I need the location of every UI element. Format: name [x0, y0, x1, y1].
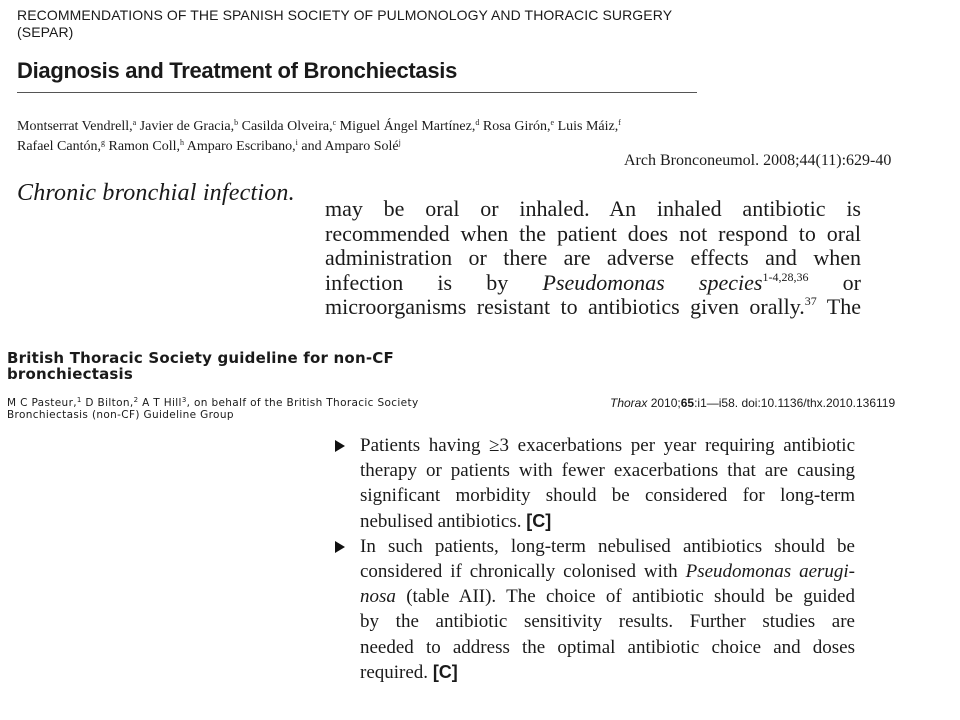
author-name: Casilda Olveira, — [238, 119, 333, 134]
author-name: Javier de Gracia, — [136, 119, 235, 134]
author-name: Miguel Ángel Martínez, — [336, 119, 476, 134]
recommendation-line: needed to address the optimal antibiotic choice and doses — [360, 636, 855, 658]
recommendation-item — [335, 433, 855, 534]
excerpt-line: may be oral or inhaled. An inhaled antibiotic is — [325, 196, 861, 221]
author-name: M C Pasteur, — [7, 397, 77, 409]
bts-author-line1 — [7, 397, 497, 409]
separ-excerpt-paragraph — [325, 197, 861, 320]
recommendation-text: nebulised antibiotics. — [360, 510, 527, 532]
bts-title-line1: British Thoracic Society guideline for non-CF — [7, 349, 394, 367]
excerpt-text: The — [816, 294, 862, 319]
organism-name: nosa — [360, 586, 396, 608]
bullet-triangle-icon — [335, 440, 345, 452]
recommendation-line — [360, 584, 855, 609]
recommendation-line — [360, 660, 855, 685]
excerpt-text: microorganisms resistant to antibiotics given orally. — [325, 294, 805, 319]
bts-title-line2: bronchiectasis — [7, 365, 133, 383]
author-name: Luis Máiz, — [554, 119, 619, 134]
separ-series-header — [17, 7, 717, 41]
separ-author-line2 — [17, 137, 707, 157]
citation-volume: 65 — [680, 396, 695, 410]
bts-recommendations — [335, 433, 855, 685]
recommendation-line: therapy or patients with fewer exacerbations that are causing — [360, 460, 855, 482]
affiliation-superscript: g — [100, 138, 105, 147]
citation-pages-doi: :i1—i58. doi:10.1136/thx.2010.136119 — [694, 396, 896, 410]
author-name: Montserrat Vendrell, — [17, 119, 133, 134]
excerpt-line: administration or there are adverse effects and when — [325, 245, 861, 270]
excerpt-text: infection is by — [325, 269, 543, 295]
author-name: Amparo Escribano, — [184, 139, 296, 154]
author-name: Rafael Cantón, — [17, 139, 101, 154]
excerpt-line — [325, 271, 861, 296]
recommendation-text: required. — [360, 661, 433, 683]
evidence-grade: [C] — [526, 510, 552, 531]
recommendation-text: (table AII). The choice of antibiotic should be guided — [395, 586, 855, 608]
separ-author-line1 — [17, 117, 707, 137]
affiliation-superscript: c — [332, 118, 337, 127]
organism-name: Pseudomonas species — [542, 269, 763, 295]
affiliation-superscript: 3 — [181, 396, 187, 404]
author-group-text: , on behalf of the British Thoracic Society — [186, 397, 419, 409]
affiliation-superscript: b — [234, 118, 239, 127]
affiliation-superscript: i — [295, 138, 298, 147]
recommendation-line — [360, 559, 855, 584]
recommendation-line — [360, 509, 855, 534]
affiliation-superscript: 1 — [76, 396, 82, 404]
separ-series-header-line2: (SEPAR) — [17, 24, 74, 40]
affiliation-superscript: a — [132, 118, 137, 127]
excerpt-line — [325, 295, 861, 320]
separ-author-list — [17, 117, 707, 157]
bts-citation — [610, 396, 895, 410]
bts-guideline-title — [7, 350, 394, 382]
recommendation-item — [335, 534, 855, 685]
recommendation-line: Patients having ≥3 exacerbations per year requiring antibiotic — [360, 435, 855, 456]
affiliation-superscript: e — [550, 118, 555, 127]
recommendation-line: significant morbidity should be considered for long-term — [360, 485, 855, 507]
separ-citation: Arch Bronconeumol. 2008;44(11):629-40 — [624, 152, 892, 169]
recommendation-text: considered if chronically colonised with — [360, 561, 686, 583]
excerpt-line: recommended when the patient does not respond to oral — [325, 220, 861, 246]
citation-year: 2010; — [647, 396, 681, 410]
excerpt-text: or — [808, 269, 861, 295]
section-heading: Chronic bronchial infection. — [17, 180, 295, 206]
bts-author-line2: Bronchiectasis (non-CF) Guideline Group — [7, 409, 234, 421]
reference-superscript: 37 — [804, 294, 817, 308]
affiliation-superscript: d — [475, 118, 480, 127]
evidence-grade: [C] — [432, 661, 458, 682]
affiliation-superscript: f — [618, 118, 621, 127]
affiliation-superscript: 2 — [133, 396, 139, 404]
author-name: A T Hill — [138, 397, 182, 409]
journal-name: Thorax — [610, 396, 648, 410]
recommendation-line: by the antibiotic sensitivity results. Further studies are — [360, 611, 855, 633]
affiliation-superscript: j — [398, 138, 401, 147]
recommendation-line: In such patients, long-term nebulised antibiotics should be — [360, 535, 855, 557]
affiliation-superscript: h — [180, 138, 185, 147]
reference-superscript: 1-4,28,36 — [762, 269, 809, 284]
separ-series-header-line1: RECOMMENDATIONS OF THE SPANISH SOCIETY OF PULMONOLOGY AND THORACIC SURGERY — [17, 7, 673, 23]
bts-author-list — [7, 397, 497, 421]
author-name: Rosa Girón, — [479, 119, 551, 134]
bullet-triangle-icon — [335, 541, 345, 553]
author-name: Ramon Coll, — [104, 139, 181, 154]
separ-article-title: Diagnosis and Treatment of Bronchiectasis — [17, 58, 458, 83]
organism-name: Pseudomonas aerugi- — [685, 561, 855, 583]
author-name: D Bilton, — [81, 397, 134, 409]
title-divider — [17, 92, 697, 93]
author-name: and Amparo Solé — [297, 139, 399, 154]
